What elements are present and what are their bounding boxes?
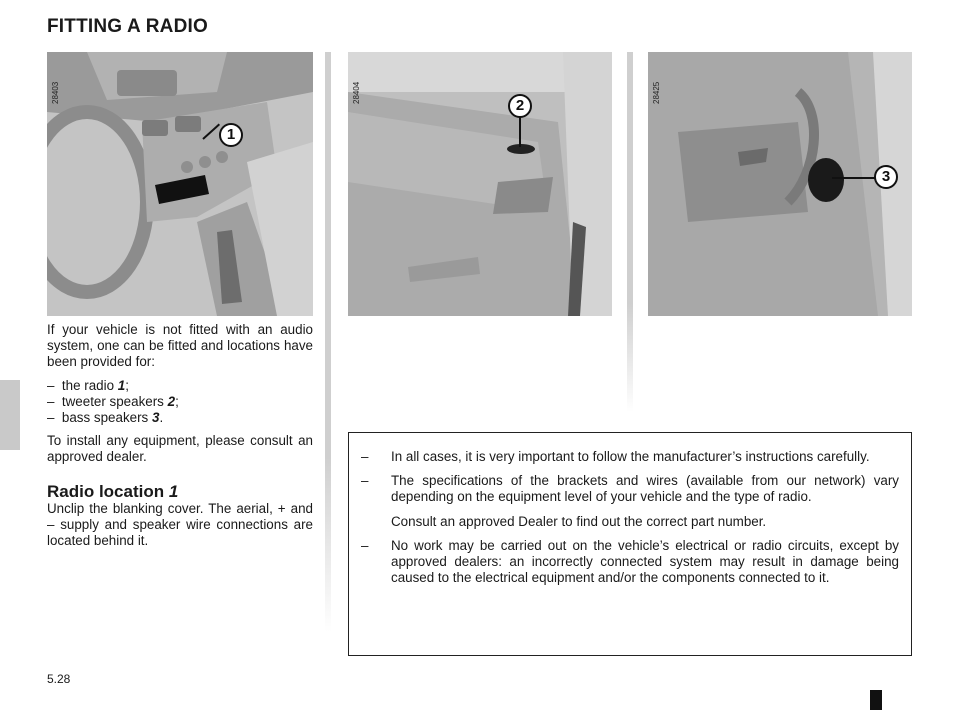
callout-3: 3 xyxy=(874,165,898,189)
callout-leader-2 xyxy=(519,115,521,147)
note-item: – No work may be carried out on the vehicle’s electrical or radio circuits, except by approved dealers: an incorrectly connected system may result in damage being caused to the electrical equipment and/or the components connected to it. xyxy=(361,537,899,586)
section-tab xyxy=(0,380,20,450)
install-paragraph: To install any equipment, please consult an approved dealer. xyxy=(47,433,313,465)
list-item: – tweeter speakers 2; xyxy=(47,393,179,409)
radio-location-heading: Radio location 1 xyxy=(47,481,179,501)
intro-paragraph: If your vehicle is not fitted with an audio system, one can be fitted and locations have been provided for: xyxy=(47,322,313,370)
callout-2: 2 xyxy=(508,94,532,118)
intro-text-column xyxy=(47,322,313,556)
figure-code-3: 28425 xyxy=(652,81,661,104)
note-item: – The specifications of the brackets and wires (available from our network) vary depending on the equipment level of your vehicle and the type of radio. Consult an approved Dealer to find out the correct part number. xyxy=(361,473,899,529)
list-item: – bass speakers 3. xyxy=(47,410,164,426)
page-title: FITTING A RADIO xyxy=(47,16,208,37)
note-sub: Consult an approved Dealer to find out the correct part number. xyxy=(391,513,767,529)
equipment-list xyxy=(47,378,313,427)
figure-door-speaker-photo xyxy=(648,52,912,316)
column-divider-2 xyxy=(627,52,633,412)
column-divider xyxy=(325,52,331,632)
list-item: – the radio 1; xyxy=(47,377,129,393)
callout-leader-3 xyxy=(832,177,876,179)
callout-1: 1 xyxy=(219,123,243,147)
note-item: – In all cases, it is very important to follow the manufacturer’s instructions carefully. xyxy=(361,449,870,464)
figure-dashboard-photo xyxy=(47,52,313,316)
figure-tweeter-photo xyxy=(348,52,612,316)
footer-mark xyxy=(870,690,882,710)
page-number: 5.28 xyxy=(47,672,71,686)
radio-location-text: Unclip the blanking cover. The aerial, + and – supply and speaker wire connections are located behind it. xyxy=(47,500,313,549)
figure-code-1: 28403 xyxy=(51,81,60,104)
notes-box xyxy=(348,432,912,656)
figure-code-2: 28404 xyxy=(352,81,361,104)
